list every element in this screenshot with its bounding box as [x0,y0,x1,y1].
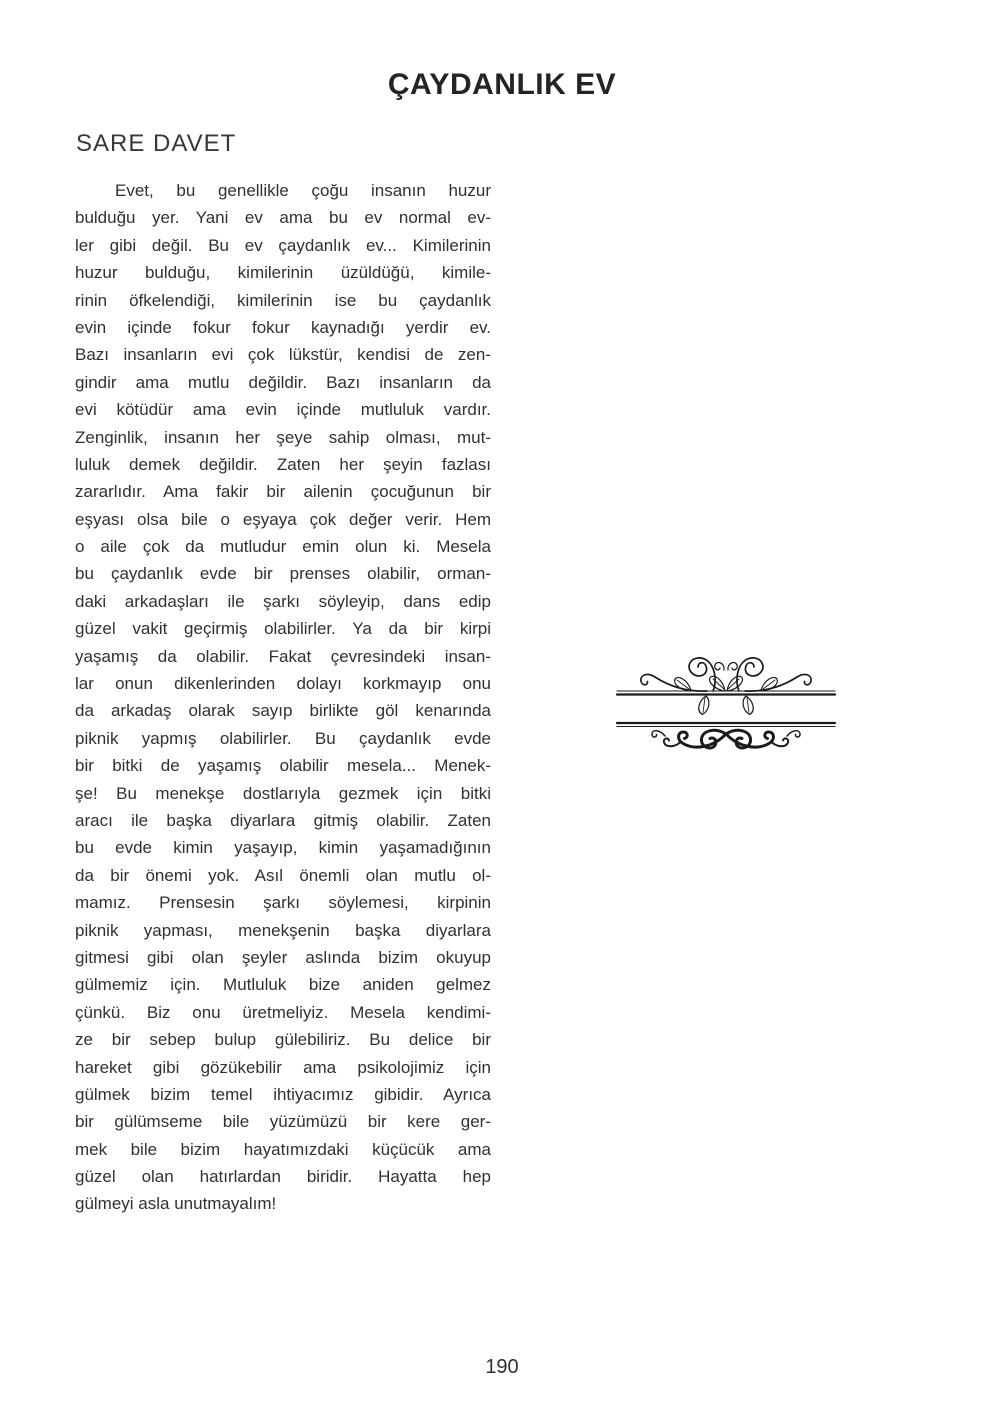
text-line: aracı ile başka diyarlara gitmiş olabilir. Zaten [75,810,491,830]
text-line: evi kötüdür ama evin içinde mutluluk vardır. [75,400,491,420]
text-line: Zenginlik, insanın her şeye sahip olması, mut- [75,427,491,447]
text-line: o aile çok da mutludur emin olun ki. Mesela [75,537,491,557]
text-line: ler gibi değil. Bu ev çaydanlık ev... Kimilerinin [75,235,491,255]
article-body [75,177,491,1218]
text-line: gülmemiz için. Mutluluk bize aniden gelmez [75,975,491,995]
text-line: gülmek bizim temel ihtiyacımız gibidir. Ayrıca [75,1084,491,1104]
text-line: şe! Bu menekşe dostlarıyla gezmek için bitki [75,783,491,803]
text-line: gülmeyi asla unutmayalım! [75,1194,277,1214]
text-line: bu çaydanlık evde bir prenses olabilir, orman- [75,564,491,584]
text-line: luluk demek değildir. Zaten her şeyin fazlası [75,454,491,474]
text-line: rinin öfkelendiği, kimilerinin ise bu çaydanlık [75,290,491,310]
text-line: çünkü. Biz onu üretmeliyiz. Mesela kendimi- [75,1002,491,1022]
text-line: gitmesi gibi olan şeyler aslında bizim okuyup [75,947,491,967]
page-title: ÇAYDANLIK EV [387,68,617,101]
text-line: Bazı insanların evi çok lükstür, kendisi de zen- [75,345,491,365]
text-line: mek bile bizim hayatımızdaki küçücük ama [75,1139,491,1159]
text-line: bir bitki de yaşamış olabilir mesela... Menek- [75,756,491,776]
floral-divider-icon [615,650,837,758]
text-line: hareket gibi gözükebilir ama psikolojimiz için [75,1057,491,1077]
author-name: SARE DAVET [76,130,237,157]
text-line: bir gülümseme bile yüzümüzü bir kere ger- [75,1112,491,1132]
text-line: huzur bulduğu, kimilerinin üzüldüğü, kimile- [75,263,491,283]
text-line: daki arkadaşları ile şarkı söyleyip, dans edip [75,591,491,611]
text-line: eşyası olsa bile o eşyaya çok değer verir. Hem [75,509,491,529]
text-line: bu evde kimin yaşayıp, kimin yaşamadığının [75,838,491,858]
text-line: da bir önemi yok. Asıl önemli olan mutlu ol- [75,865,491,885]
page-number: 190 [485,1356,519,1378]
text-line: mamız. Prensesin şarkı söylemesi, kirpinin [75,893,491,913]
text-line: gindir ama mutlu değildir. Bazı insanların da [75,372,491,392]
text-line: da arkadaş olarak sayıp birlikte göl kenarında [75,701,491,721]
text-line: piknik yapmış olabilirler. Bu çaydanlık evde [75,728,491,748]
text-line: güzel olan hatırlardan biridir. Hayatta hep [75,1167,491,1187]
text-line: bulduğu yer. Yani ev ama bu ev normal ev- [75,208,491,228]
text-line: evin içinde fokur fokur kaynadığı yerdir ev. [75,317,491,337]
text-line: ze bir sebep bulup gülebiliriz. Bu delice bir [75,1030,491,1050]
text-line: Evet, bu genellikle çoğu insanın huzur [115,181,491,200]
text-line: yaşamış da olabilir. Fakat çevresindeki insan- [75,646,491,666]
text-line: lar onun dikenlerinden dolayı korkmayıp onu [75,674,491,694]
text-line: piknik yapması, menekşenin başka diyarlara [75,920,491,940]
text-line: güzel vakit geçirmiş olabilirler. Ya da bir kirpi [75,619,491,639]
text-line: zararlıdır. Ama fakir bir ailenin çocuğunun bir [75,482,491,502]
